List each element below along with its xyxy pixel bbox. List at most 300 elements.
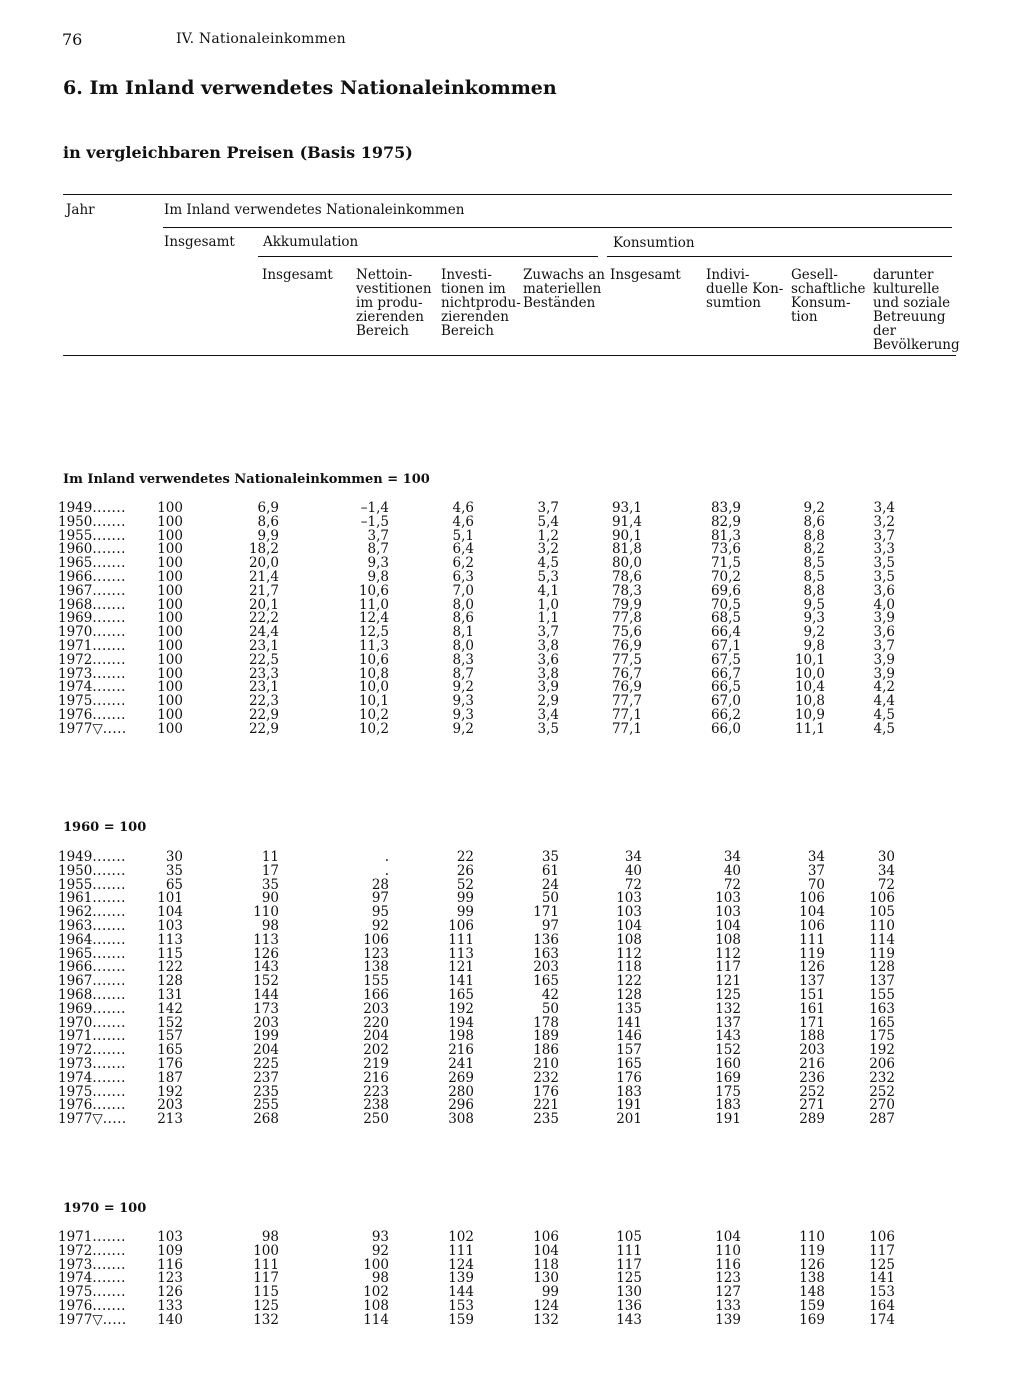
value-cell: 117 (616, 1256, 642, 1273)
value-cell: 77,8 (611, 610, 642, 627)
value-cell: 203 (799, 1042, 825, 1059)
value-cell: 111 (616, 1242, 642, 1259)
value-cell: 70,2 (710, 569, 741, 585)
value-cell: 128 (869, 959, 895, 976)
value-cell: –1,5 (360, 513, 389, 530)
year-label: 1968 (58, 596, 93, 613)
year-label: 1971 (58, 1229, 93, 1245)
value-cell: 92 (371, 918, 389, 934)
value-cell: 103 (616, 904, 642, 921)
year-label: 1950 (58, 862, 93, 879)
value-cell: 225 (253, 1056, 279, 1072)
value-cell: 9,8 (803, 638, 825, 654)
value-cell: 210 (533, 1056, 559, 1072)
page-number: 76 (62, 30, 83, 49)
value-cell: 126 (799, 959, 825, 976)
year-label: 1974 (58, 1069, 93, 1086)
value-cell: 3,7 (873, 527, 895, 544)
value-cell: 3,2 (873, 513, 895, 530)
value-cell: –1,4 (360, 500, 389, 516)
value-cell: 140 (157, 1311, 183, 1328)
year-label: 1970 (58, 624, 93, 641)
value-cell: 10,8 (358, 665, 389, 682)
value-cell: 100 (157, 624, 183, 641)
leader-dots: ....... (92, 1083, 126, 1100)
value-cell: 105 (869, 904, 895, 921)
value-cell: 70,5 (710, 596, 741, 613)
value-cell: 235 (533, 1111, 559, 1128)
value-cell: 10,9 (794, 707, 825, 723)
value-cell: 100 (157, 610, 183, 627)
value-cell: 164 (869, 1298, 895, 1314)
leader-dots: ....... (92, 610, 126, 627)
value-cell: 22,3 (248, 693, 279, 710)
value-cell: 114 (869, 931, 895, 948)
value-cell: 289 (799, 1111, 825, 1128)
value-cell: 10,6 (358, 582, 389, 599)
value-cell: 5,4 (537, 513, 559, 530)
leader-dots: ....... (92, 569, 126, 585)
year-label: 1977▽ (58, 1111, 103, 1128)
value-cell: 132 (533, 1311, 559, 1328)
value-cell: 176 (616, 1069, 642, 1086)
value-cell: 160 (715, 1056, 741, 1072)
value-cell: 99 (456, 904, 474, 921)
value-cell: 4,6 (452, 500, 474, 516)
leader-dots: ....... (92, 1256, 126, 1273)
year-label: 1950 (58, 513, 93, 530)
value-cell: 151 (799, 987, 825, 1003)
value-cell: 103 (715, 904, 741, 921)
value-cell: 216 (799, 1056, 825, 1072)
leader-dots: ..... (102, 1111, 127, 1128)
value-cell: 192 (869, 1042, 895, 1059)
value-cell: 128 (616, 987, 642, 1003)
header-jahr: Jahr (66, 202, 95, 218)
value-cell: 117 (253, 1270, 279, 1287)
value-cell: 3,7 (873, 638, 895, 654)
value-cell: 72 (723, 876, 741, 893)
value-cell: 201 (616, 1111, 642, 1128)
value-cell: 115 (253, 1284, 279, 1301)
value-cell: 141 (448, 973, 474, 990)
value-cell: . (384, 862, 389, 879)
leader-dots: ....... (92, 849, 126, 865)
year-label: 1966 (58, 569, 93, 585)
value-cell: 9,2 (803, 500, 825, 516)
value-cell: 66,7 (710, 665, 741, 682)
value-cell: 123 (157, 1270, 183, 1287)
value-cell: 91,4 (611, 513, 642, 530)
value-cell: 269 (448, 1069, 474, 1086)
value-cell: 76,9 (611, 679, 642, 696)
value-cell: 77,1 (611, 707, 642, 723)
value-cell: 192 (448, 1000, 474, 1017)
year-label: 1974 (58, 1270, 93, 1287)
value-cell: 8,3 (452, 651, 474, 668)
value-cell: 3,7 (537, 500, 559, 516)
table-row (0, 1313, 1024, 1327)
value-cell: 138 (799, 1270, 825, 1287)
value-cell: 271 (799, 1097, 825, 1114)
value-cell: 67,0 (710, 693, 741, 710)
value-cell: 21,7 (248, 582, 279, 599)
value-cell: 10,0 (794, 665, 825, 682)
leader-dots: ....... (92, 1298, 126, 1314)
value-cell: 111 (448, 1242, 474, 1259)
value-cell: 165 (533, 973, 559, 990)
value-cell: 122 (157, 959, 183, 976)
value-cell: 97 (371, 890, 389, 907)
year-label: 1973 (58, 1256, 93, 1273)
value-cell: 111 (799, 931, 825, 948)
value-cell: 4,2 (873, 679, 895, 696)
leader-dots: ....... (92, 596, 126, 613)
header-nettoinvestitionen: Nettoin- vestitionen im produ- zierenden Bereich (356, 267, 432, 339)
value-cell: 188 (799, 1028, 825, 1045)
table-row (0, 850, 1024, 864)
table-row (0, 501, 1024, 515)
value-cell: 34 (807, 849, 825, 865)
value-cell: 8,6 (257, 513, 279, 530)
value-cell: 252 (799, 1083, 825, 1100)
value-cell: 3,5 (537, 720, 559, 737)
value-cell: 183 (616, 1083, 642, 1100)
year-label: 1977▽ (58, 1311, 103, 1328)
value-cell: 8,5 (803, 569, 825, 585)
value-cell: 159 (799, 1298, 825, 1314)
value-cell: 10,1 (358, 693, 389, 710)
value-cell: 9,8 (367, 569, 389, 585)
value-cell: 216 (448, 1042, 474, 1059)
value-cell: 98 (261, 918, 279, 934)
value-cell: 127 (715, 1284, 741, 1301)
year-label: 1969 (58, 610, 93, 627)
value-cell: 121 (715, 973, 741, 990)
leader-dots: ....... (92, 918, 126, 934)
value-cell: 9,2 (803, 624, 825, 641)
value-cell: 3,6 (537, 651, 559, 668)
value-cell: 5,3 (537, 569, 559, 585)
leader-dots: ....... (92, 513, 126, 530)
leader-dots: ....... (92, 973, 126, 990)
leader-dots: ....... (92, 541, 126, 558)
table-row (0, 919, 1024, 933)
header-individuelle: Indivi- duelle Kon- sumtion (706, 267, 784, 311)
value-cell: 155 (363, 973, 389, 990)
leader-dots: ....... (92, 1242, 126, 1259)
leader-dots: ....... (92, 693, 126, 710)
value-cell: 199 (253, 1028, 279, 1045)
value-cell: 119 (799, 945, 825, 962)
value-cell: 153 (869, 1284, 895, 1301)
value-cell: 220 (363, 1014, 389, 1031)
value-cell: 119 (869, 945, 895, 962)
value-cell: 106 (799, 918, 825, 934)
value-cell: 131 (157, 987, 183, 1003)
value-cell: 165 (869, 1014, 895, 1031)
header-darunter: darunter kulturelle und soziale Betreuung der Bevölkerung (873, 267, 960, 353)
value-cell: 126 (157, 1284, 183, 1301)
value-cell: 232 (533, 1069, 559, 1086)
value-cell: 8,7 (452, 665, 474, 682)
table-row (0, 515, 1024, 529)
value-cell: 175 (715, 1083, 741, 1100)
value-cell: 76,9 (611, 638, 642, 654)
leader-dots: ....... (92, 679, 126, 696)
year-label: 1972 (58, 1242, 93, 1259)
value-cell: 4,5 (873, 707, 895, 723)
value-cell: 11,1 (794, 720, 825, 737)
value-cell: 9,9 (257, 527, 279, 544)
year-label: 1970 (58, 1014, 93, 1031)
section-title-1: Im Inland verwendetes Nationaleinkommen = 100 (63, 472, 430, 487)
table-title: 6. Im Inland verwendetes Nationaleinkommen (63, 77, 557, 99)
value-cell: 152 (253, 973, 279, 990)
value-cell: 113 (253, 931, 279, 948)
value-cell: 40 (624, 862, 642, 879)
value-cell: 133 (157, 1298, 183, 1314)
value-cell: 104 (157, 904, 183, 921)
header-akk-insgesamt: Insgesamt (262, 267, 333, 283)
akkumulation-rule (258, 256, 598, 257)
value-cell: 121 (448, 959, 474, 976)
value-cell: . (384, 849, 389, 865)
leader-dots: ....... (92, 624, 126, 641)
value-cell: 83,9 (710, 500, 741, 516)
value-cell: 9,2 (452, 679, 474, 696)
leader-dots: ....... (92, 1229, 126, 1245)
value-cell: 24,4 (248, 624, 279, 641)
value-cell: 9,3 (452, 693, 474, 710)
value-cell: 11,0 (358, 596, 389, 613)
value-cell: 98 (371, 1270, 389, 1287)
section-title-2: 1960 = 100 (63, 820, 147, 835)
value-cell: 82,9 (710, 513, 741, 530)
value-cell: 111 (448, 931, 474, 948)
value-cell: 72 (877, 876, 895, 893)
value-cell: 3,5 (873, 569, 895, 585)
leader-dots: ....... (92, 555, 126, 572)
table-row (0, 529, 1024, 543)
value-cell: 8,7 (367, 541, 389, 558)
value-cell: 3,9 (537, 679, 559, 696)
value-cell: 8,8 (803, 582, 825, 599)
value-cell: 100 (157, 720, 183, 737)
value-cell: 22,2 (248, 610, 279, 627)
value-cell: 113 (157, 931, 183, 948)
value-cell: 68,5 (710, 610, 741, 627)
leader-dots: ....... (92, 890, 126, 907)
value-cell: 37 (807, 862, 825, 879)
value-cell: 123 (715, 1270, 741, 1287)
value-cell: 198 (448, 1028, 474, 1045)
value-cell: 270 (869, 1097, 895, 1114)
value-cell: 163 (533, 945, 559, 962)
value-cell: 159 (448, 1311, 474, 1328)
value-cell: 34 (877, 862, 895, 879)
year-label: 1969 (58, 1000, 93, 1017)
year-label: 1966 (58, 959, 93, 976)
table-subtitle: in vergleichbaren Preisen (Basis 1975) (63, 143, 413, 162)
value-cell: 11 (261, 849, 279, 865)
value-cell: 219 (363, 1056, 389, 1072)
year-label: 1964 (58, 931, 93, 948)
value-cell: 9,3 (367, 555, 389, 572)
leader-dots: ....... (92, 707, 126, 723)
value-cell: 106 (869, 1229, 895, 1245)
value-cell: 17 (261, 862, 279, 879)
value-cell: 20,1 (248, 596, 279, 613)
table-row (0, 1002, 1024, 1016)
value-cell: 141 (869, 1270, 895, 1287)
table-row (0, 933, 1024, 947)
leader-dots: ....... (92, 527, 126, 544)
value-cell: 34 (624, 849, 642, 865)
year-label: 1975 (58, 1284, 93, 1301)
value-cell: 223 (363, 1083, 389, 1100)
table-row (0, 625, 1024, 639)
leader-dots: ..... (102, 720, 127, 737)
value-cell: 11,3 (358, 638, 389, 654)
value-cell: 65 (165, 876, 183, 893)
leader-dots: ....... (92, 1014, 126, 1031)
value-cell: 161 (799, 1000, 825, 1017)
value-cell: 125 (616, 1270, 642, 1287)
value-cell: 52 (456, 876, 474, 893)
table-row (0, 1071, 1024, 1085)
value-cell: 8,2 (803, 541, 825, 558)
value-cell: 103 (157, 1229, 183, 1245)
value-cell: 99 (541, 1284, 559, 1301)
value-cell: 3,3 (873, 541, 895, 558)
value-cell: 105 (616, 1229, 642, 1245)
value-cell: 132 (253, 1311, 279, 1328)
value-cell: 117 (869, 1242, 895, 1259)
value-cell: 176 (157, 1056, 183, 1072)
table-row (0, 1299, 1024, 1313)
year-label: 1974 (58, 679, 93, 696)
value-cell: 22,9 (248, 707, 279, 723)
table-row (0, 694, 1024, 708)
value-cell: 77,5 (611, 651, 642, 668)
value-cell: 100 (157, 555, 183, 572)
value-cell: 296 (448, 1097, 474, 1114)
value-cell: 191 (715, 1111, 741, 1128)
value-cell: 104 (533, 1242, 559, 1259)
value-cell: 81,3 (710, 527, 741, 544)
value-cell: 122 (616, 973, 642, 990)
value-cell: 236 (799, 1069, 825, 1086)
value-cell: 3,5 (873, 555, 895, 572)
value-cell: 194 (448, 1014, 474, 1031)
value-cell: 100 (157, 693, 183, 710)
value-cell: 67,5 (710, 651, 741, 668)
value-cell: 20,0 (248, 555, 279, 572)
value-cell: 143 (616, 1311, 642, 1328)
value-cell: 3,4 (873, 500, 895, 516)
value-cell: 186 (533, 1042, 559, 1059)
value-cell: 157 (157, 1028, 183, 1045)
year-label: 1975 (58, 1083, 93, 1100)
value-cell: 8,8 (803, 527, 825, 544)
leader-dots: ....... (92, 987, 126, 1003)
value-cell: 100 (157, 596, 183, 613)
value-cell: 183 (715, 1097, 741, 1114)
table-row (0, 864, 1024, 878)
leader-dots: ....... (92, 1270, 126, 1287)
value-cell: 106 (363, 931, 389, 948)
value-cell: 125 (869, 1256, 895, 1273)
value-cell: 126 (253, 945, 279, 962)
value-cell: 268 (253, 1111, 279, 1128)
year-label: 1967 (58, 973, 93, 990)
value-cell: 24 (541, 876, 559, 893)
value-cell: 3,8 (537, 665, 559, 682)
leader-dots: ....... (92, 638, 126, 654)
value-cell: 130 (616, 1284, 642, 1301)
value-cell: 3,7 (367, 527, 389, 544)
year-label: 1976 (58, 1097, 93, 1114)
value-cell: 110 (799, 1229, 825, 1245)
value-cell: 133 (715, 1298, 741, 1314)
value-cell: 103 (715, 890, 741, 907)
value-cell: 92 (371, 1242, 389, 1259)
leader-dots: ....... (92, 862, 126, 879)
value-cell: 8,5 (803, 555, 825, 572)
header-top-group: Im Inland verwendetes Nationaleinkommen (164, 202, 465, 218)
value-cell: 12,5 (358, 624, 389, 641)
value-cell: 22,5 (248, 651, 279, 668)
value-cell: 165 (448, 987, 474, 1003)
value-cell: 4,4 (873, 693, 895, 710)
value-cell: 213 (157, 1111, 183, 1128)
value-cell: 95 (371, 904, 389, 921)
leader-dots: ....... (92, 959, 126, 976)
value-cell: 3,6 (873, 624, 895, 641)
table-row (0, 639, 1024, 653)
value-cell: 8,0 (452, 596, 474, 613)
year-label: 1976 (58, 707, 93, 723)
value-cell: 4,0 (873, 596, 895, 613)
value-cell: 142 (157, 1000, 183, 1017)
year-label: 1960 (58, 541, 93, 558)
value-cell: 7,0 (452, 582, 474, 599)
leader-dots: ....... (92, 665, 126, 682)
value-cell: 176 (533, 1083, 559, 1100)
value-cell: 100 (157, 638, 183, 654)
value-cell: 78,3 (611, 582, 642, 599)
value-cell: 104 (616, 918, 642, 934)
value-cell: 50 (541, 1000, 559, 1017)
value-cell: 203 (363, 1000, 389, 1017)
header-bottom-rule (63, 355, 956, 356)
value-cell: 100 (253, 1242, 279, 1259)
value-cell: 163 (869, 1000, 895, 1017)
value-cell: 3,2 (537, 541, 559, 558)
year-label: 1973 (58, 665, 93, 682)
year-label: 1963 (58, 918, 93, 934)
value-cell: 99 (456, 890, 474, 907)
value-cell: 8,6 (803, 513, 825, 530)
value-cell: 178 (533, 1014, 559, 1031)
year-label: 1965 (58, 555, 93, 572)
leader-dots: ....... (92, 1000, 126, 1017)
value-cell: 171 (533, 904, 559, 921)
value-cell: 79,9 (611, 596, 642, 613)
value-cell: 69,6 (710, 582, 741, 599)
value-cell: 100 (157, 679, 183, 696)
